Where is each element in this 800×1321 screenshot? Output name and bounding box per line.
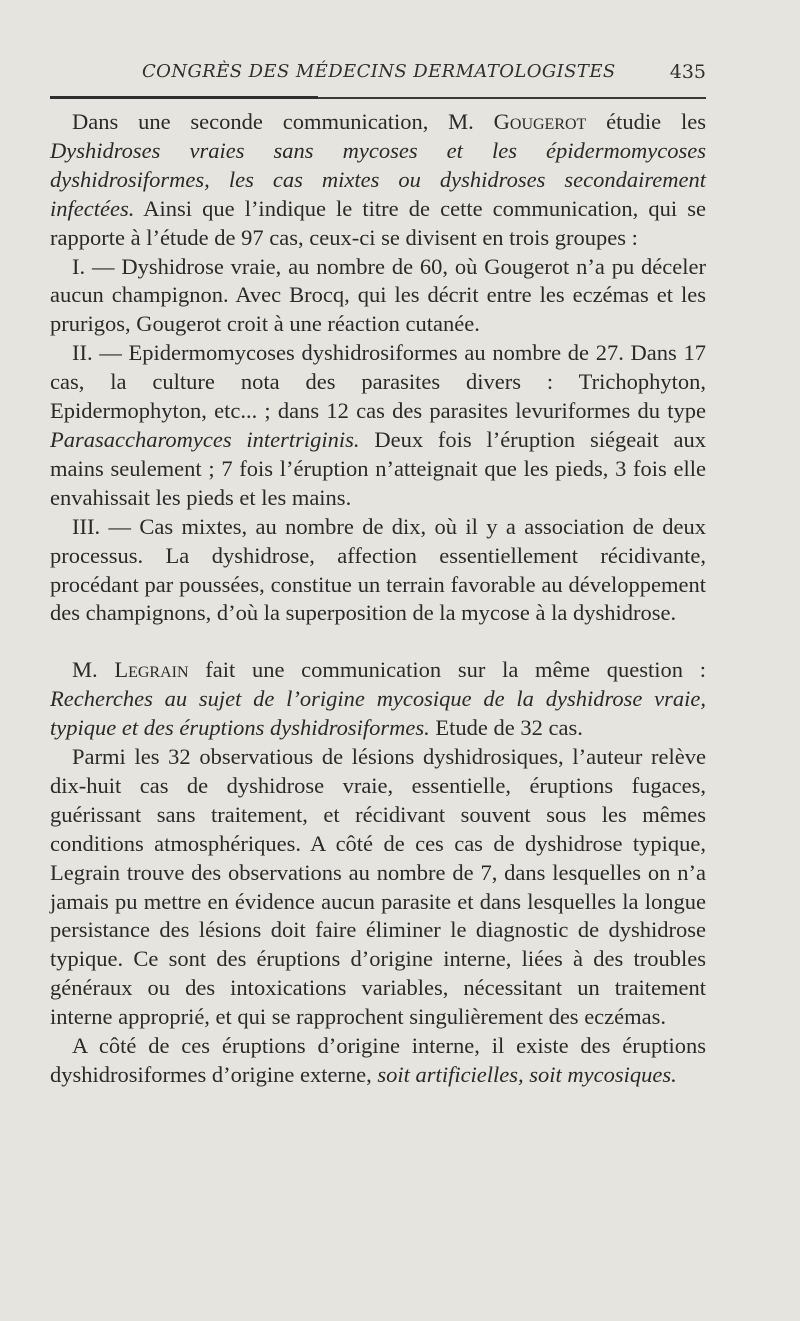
body-text — [50, 108, 706, 1090]
text-run: Ainsi que l’indique le titre de cette communication, qui se rapporte à l’étude de 97 cas, ceux-ci se divisent en trois groupes : — [50, 195, 706, 250]
paragraph-observations: Parmi les 32 observatious de lésions dyshidrosiques, l’auteur relève dix-huit cas de dyshidrose vraie, essentielle, éruptions fugaces, guérissant sans traitement, et récidivant souvent sous les mêmes conditions atmosphériques. A côté de ces cas de dyshidrose typique, Legrain trouve des observations au nombre de 7, dans lesquelles on n’a jamais pu mettre en évidence aucun parasite et dans lesquelles la longue persistance des lésions doit faire éliminer le diagnostic de dyshidrose typique. Ce sont des éruptions d’origine interne, liées à des troubles généraux ou des intoxications variables, nécessitant un traitement interne approprié, et qui se rapprochent singulièrement des eczémas. — [50, 744, 706, 1030]
running-title: CONGRÈS DES MÉDECINS DERMATOLOGISTES — [142, 61, 616, 82]
text-run: Dans une seconde communication, M. — [72, 109, 494, 134]
communication-title: Dyshidroses vraies sans mycoses et les épidermomycoses dyshidrosiformes, les cas mixtes ou dyshidroses secondairement infectées. — [50, 137, 706, 221]
text-run: Deux fois l’éruption siégeait aux mains seulement ; 7 fois l’éruption n’atteignait que les pieds, 3 fois elle envahissait les pieds et les mains. — [50, 426, 706, 510]
paragraph-gougerot-intro — [50, 108, 706, 253]
text-run: Etude de 32 cas. — [429, 715, 583, 741]
page-number: 435 — [669, 61, 706, 83]
communication-title: Recherches au sujet de l’origine mycosique de la dyshidrose vraie, typique et des éruptions dyshidrosiformes. — [50, 686, 706, 741]
paragraph-external-origin — [50, 1032, 706, 1090]
species-name: Parasaccharomyces intertriginis. — [50, 426, 360, 452]
text-run: II. — Epidermomycoses dyshidrosiformes au nombre de 27. Dans 17 cas, la culture nota des parasites divers : Trichophyton, Epidermophyton, etc... ; dans 12 cas des parasites levuriformes du type — [50, 340, 706, 424]
paragraph-group-3: III. — Cas mixtes, au nombre de dix, où il y a association de deux processus. La dyshidrose, affection essentiellement récidivante, procédant par poussées, constitue un terrain favorable au développement des champignons, d’où la superposition de la mycose à la dyshidrose. — [50, 513, 706, 626]
text-run: A côté de ces éruptions d’origine interne, il existe des éruptions dyshidrosiformes d’origine externe, — [50, 1033, 706, 1087]
paragraph-group-2 — [50, 339, 706, 512]
section-gap — [50, 628, 706, 656]
text-run: fait une communication sur la même question : — [188, 657, 706, 683]
page-header — [50, 58, 706, 88]
paragraph-group-1: I. — Dyshidrose vraie, au nombre de 60, où Gougerot n’a pu déceler aucun champignon. Avec Brocq, qui les décrit entre les eczémas et les prurigos, Gougerot croit à une réaction cutanée. — [50, 253, 706, 337]
text-run: étudie les — [586, 109, 706, 134]
author-name: Gougerot — [493, 109, 587, 134]
emphasis-text: soit artificielles, soit mycosiques. — [377, 1062, 677, 1087]
header-rule-accent — [50, 96, 318, 99]
text-run: M. — [72, 657, 115, 683]
author-name: Legrain — [114, 657, 189, 683]
paragraph-legrain-intro — [50, 656, 706, 743]
